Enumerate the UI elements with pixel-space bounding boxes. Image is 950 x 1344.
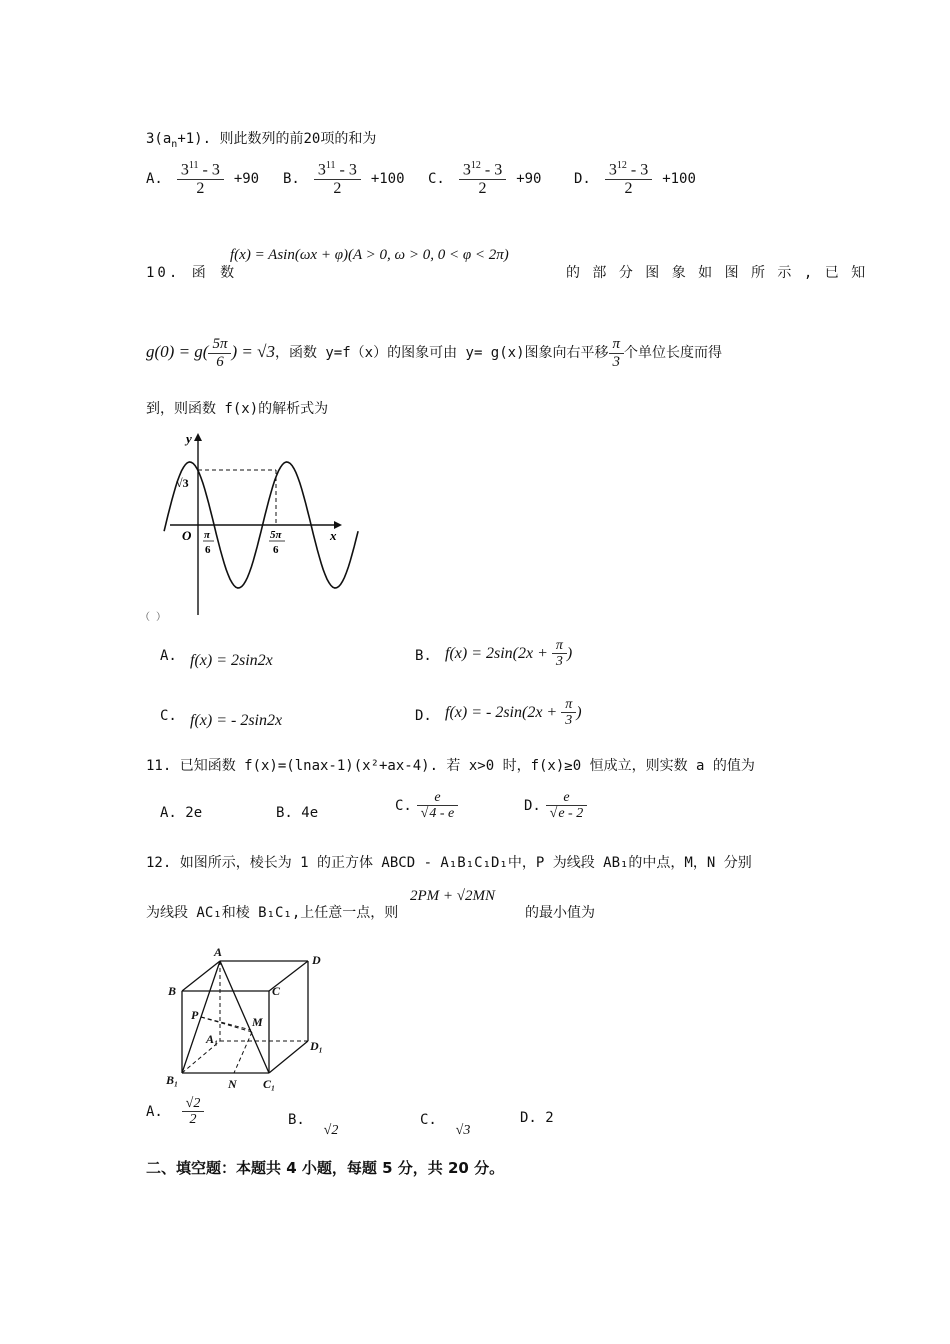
q10-lead: 10. 函 数: [146, 265, 238, 281]
q12-stem-tail: 的最小值为: [525, 905, 595, 921]
q11-option-a[interactable]: A. 2e: [160, 805, 203, 821]
q12-option-b[interactable]: B. √2: [288, 1112, 339, 1138]
origin-label: O: [182, 528, 192, 543]
q12-stem-line2: 为线段 AC₁和棱 B₁C₁,上任意一点，则: [146, 905, 399, 921]
x-tick2-num: 5π: [270, 529, 282, 541]
y-axis-arrow: [194, 433, 202, 441]
x-tick1-den: 6: [205, 544, 211, 556]
q10-formula: f(x) = Asin(ωx + φ)(A > 0, ω > 0, 0 < φ < 2π): [230, 247, 509, 263]
svg-text:M: M: [252, 1015, 263, 1029]
q9-option-b[interactable]: B. $\frac{3^{11} - 3}{2}$ +100: [283, 160, 405, 197]
q10-sine-graph: [170, 425, 350, 620]
svg-text:D: D: [312, 953, 321, 967]
svg-text:C₁: C₁: [263, 1077, 276, 1091]
q10-stem-tail: 的 部 分 图 象 如 图 所 示 , 已 知: [566, 265, 868, 281]
q10-condition: g(0) = g( $\frac{5\pi}{6}$ ) = √3，函数 y=f（x）的图象可由 y= g(x)图象向右平移 $\frac{\pi}{3}$ 个单位长度而得: [146, 336, 723, 370]
q10-option-d[interactable]: f(x) = - 2sin(2x + $\frac{\pi}{3}$ ): [445, 697, 582, 729]
svg-text:P: P: [191, 1008, 199, 1022]
q12-option-d[interactable]: D. 2: [520, 1110, 554, 1126]
q9-stem: $3(a_n+1)$. 则此数列的前20项的和为: [146, 131, 377, 150]
q10-option-a-label[interactable]: A.: [160, 648, 177, 664]
x-tick1-num: π: [204, 529, 211, 541]
svg-text:A₁: A₁: [206, 1032, 219, 1046]
svg-text:C: C: [272, 984, 281, 998]
q11-option-d[interactable]: D. $\frac{e}{√e - 2}$: [524, 790, 587, 822]
q10-option-b-label[interactable]: B.: [415, 648, 432, 664]
q9-option-a[interactable]: A. $\frac{3^{11} - 3}{2}$ +90: [146, 160, 260, 197]
section2-heading: 二、填空题：本题共 4 小题，每题 5 分，共 20 分。: [146, 1159, 505, 1177]
q12-stem-line1: 12. 如图所示，棱长为 1 的正方体 ABCD - A₁B₁C₁D₁中，P 为线段 AB₁的中点，M，N 分别: [146, 855, 752, 871]
q10-ask: 到，则函数 f(x)的解析式为: [146, 401, 329, 417]
svg-text:B₁: B₁: [166, 1073, 179, 1087]
q10-blank-cut: （ ）: [140, 612, 167, 623]
q9-option-c[interactable]: C. $\frac{3^{12} - 3}{2}$ +90: [428, 160, 542, 197]
svg-text:B: B: [168, 984, 177, 998]
svg-text:A: A: [214, 945, 223, 959]
q11-stem: 11. 已知函数 f(x)=(lnax-1)(x²+ax-4). 若 x>0 时，f(x)≥0 恒成立，则实数 a 的值为: [146, 758, 755, 774]
q11-option-b[interactable]: B. 4e: [276, 805, 319, 821]
q12-option-c[interactable]: C. √3: [420, 1112, 471, 1138]
q12-option-a[interactable]: A. $\frac{√2}{2}$: [146, 1096, 204, 1128]
y-tick-sqrt3: √3: [176, 476, 189, 490]
q10-option-c[interactable]: f(x) = - 2sin2x: [190, 712, 283, 729]
q9-option-d[interactable]: D. $\frac{3^{12} - 3}{2}$ +100: [574, 160, 696, 197]
q12-expr: 2PM + √2MN: [410, 888, 496, 904]
x-tick2-den: 6: [273, 544, 279, 556]
q10-option-c-label[interactable]: C.: [160, 708, 177, 724]
q12-cube-figure: [160, 942, 340, 1092]
svg-text:D₁: D₁: [310, 1039, 323, 1053]
svg-text:N: N: [228, 1077, 237, 1091]
q11-option-c[interactable]: C. $\frac{e}{√4 - e}$: [395, 790, 458, 822]
y-label: y: [186, 431, 192, 446]
q10-option-d-label[interactable]: D.: [415, 708, 432, 724]
q10-option-b[interactable]: f(x) = 2sin(2x + $\frac{\pi}{3}$ ): [445, 638, 573, 670]
q10-option-a[interactable]: f(x) = 2sin2x: [190, 652, 273, 669]
x-label: x: [330, 528, 337, 543]
